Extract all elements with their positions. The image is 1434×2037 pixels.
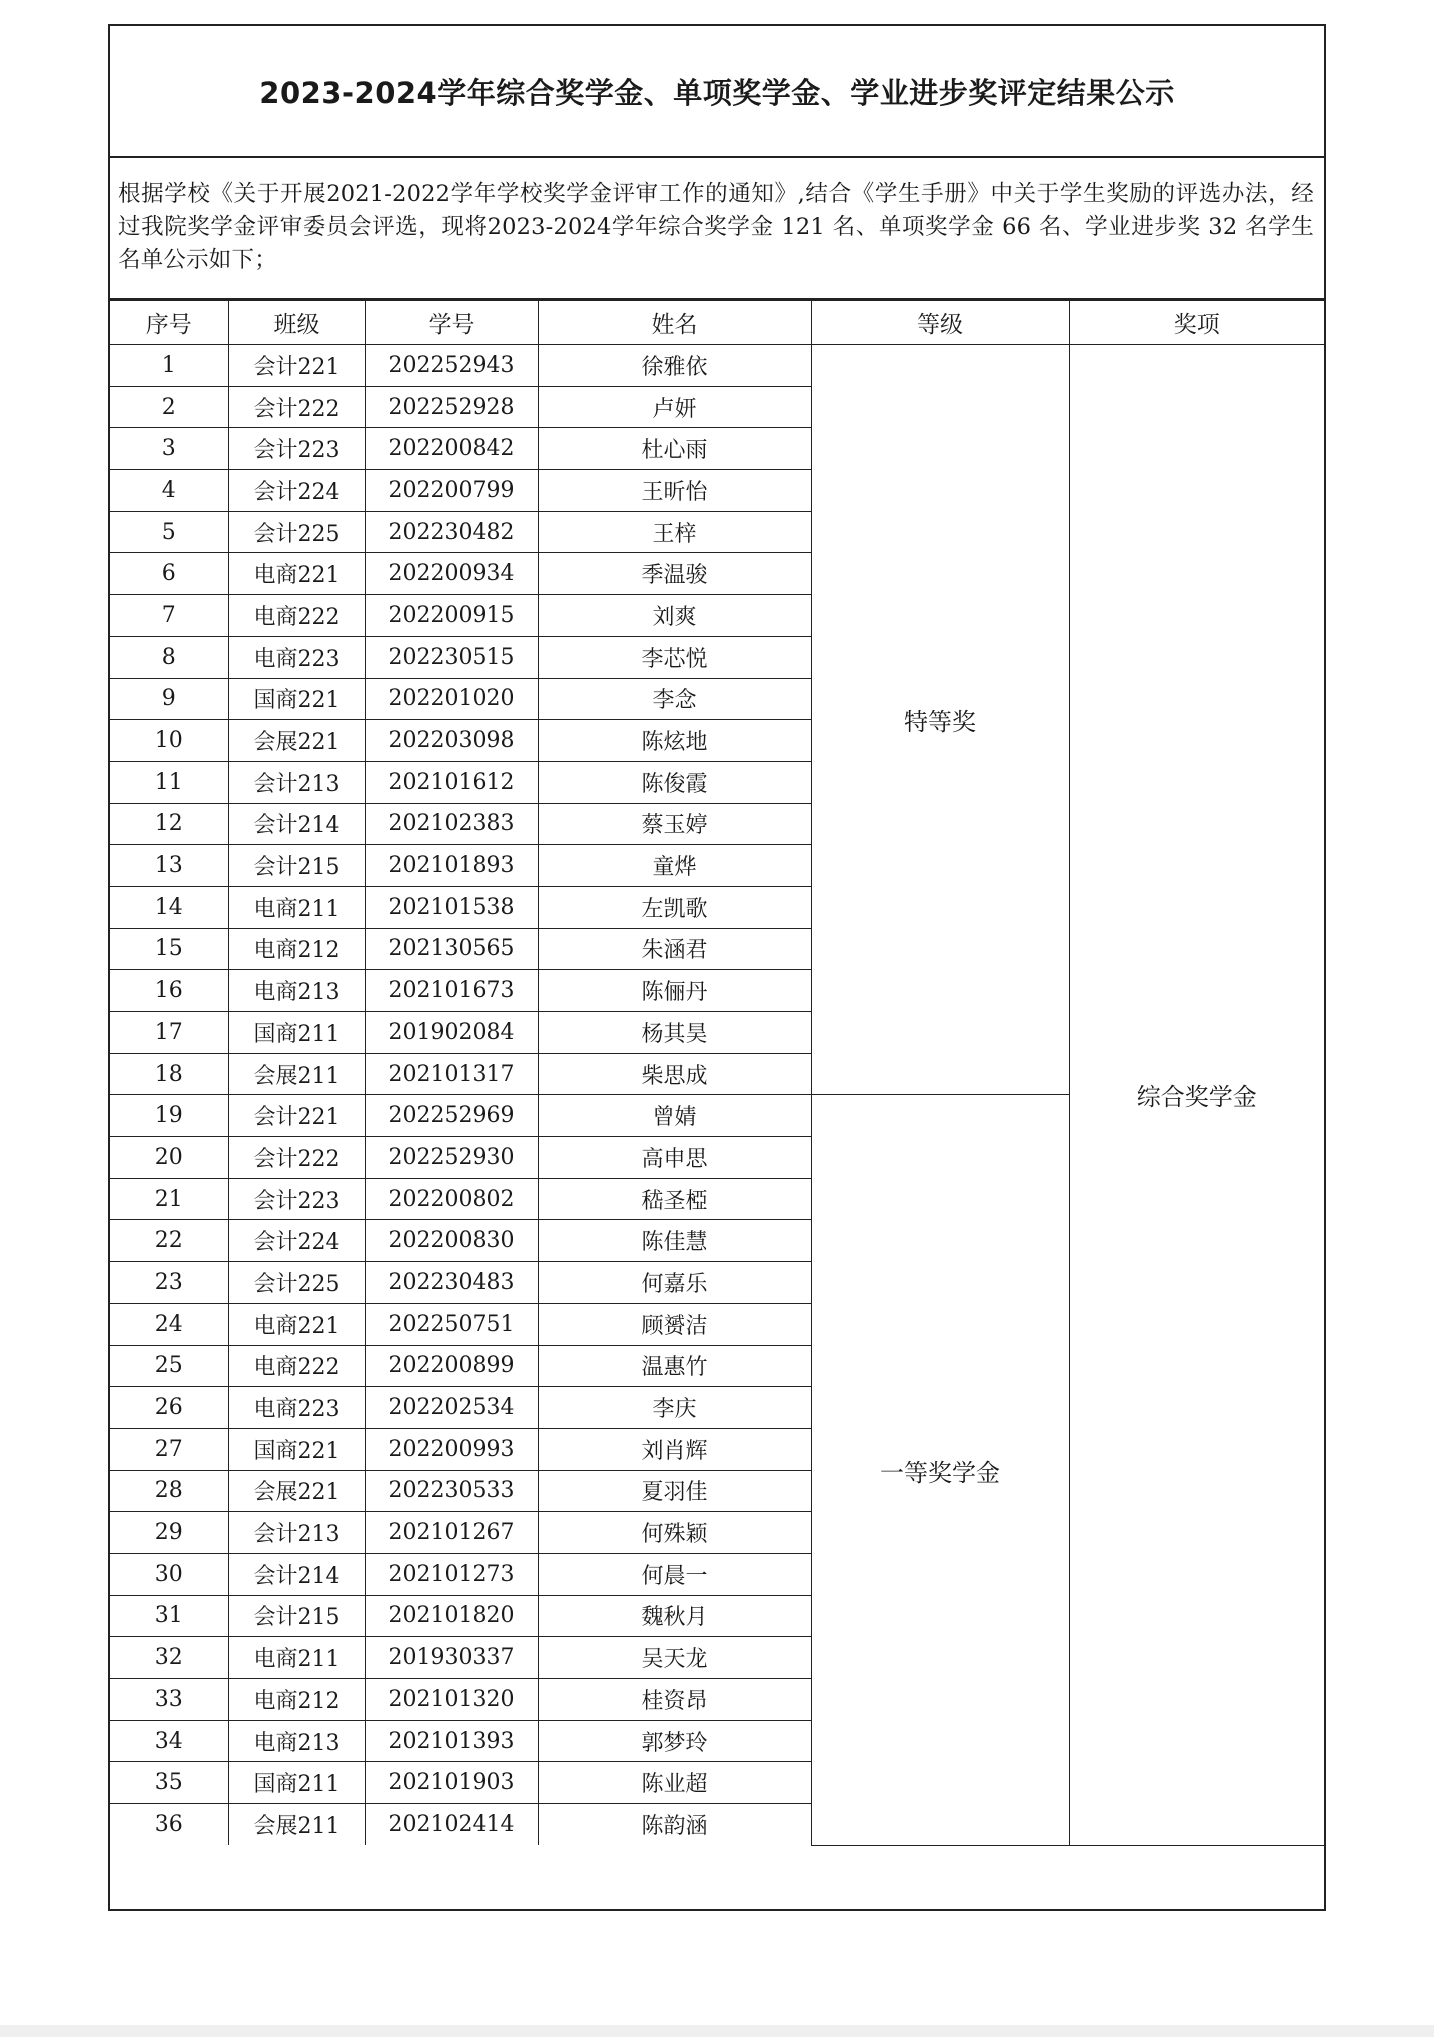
cell-class: 国商221 — [228, 678, 365, 720]
cell-student-id: 202101267 — [365, 1512, 538, 1554]
cell-student-id: 202101820 — [365, 1595, 538, 1637]
cell-student-id: 202200915 — [365, 595, 538, 637]
cell-index: 12 — [110, 803, 228, 845]
cell-student-id: 202101903 — [365, 1762, 538, 1804]
cell-student-id: 202200899 — [365, 1345, 538, 1387]
cell-class: 国商211 — [228, 1012, 365, 1054]
cell-student-id: 202200993 — [365, 1428, 538, 1470]
notice-sheet — [108, 24, 1326, 1911]
cell-index: 11 — [110, 761, 228, 803]
cell-index: 27 — [110, 1428, 228, 1470]
cell-name: 李念 — [538, 678, 811, 720]
cell-name: 徐雅依 — [538, 345, 811, 387]
cell-class: 电商211 — [228, 886, 365, 928]
cell-class: 会计213 — [228, 1512, 365, 1554]
cell-name: 陈韵涵 — [538, 1804, 811, 1846]
cell-index: 33 — [110, 1679, 228, 1721]
cell-student-id: 202102383 — [365, 803, 538, 845]
cell-index: 16 — [110, 970, 228, 1012]
cell-name: 陈俪丹 — [538, 970, 811, 1012]
cell-class: 会计215 — [228, 845, 365, 887]
cell-name: 杜心雨 — [538, 428, 811, 470]
cell-student-id: 202201020 — [365, 678, 538, 720]
cell-class: 会计222 — [228, 1137, 365, 1179]
cell-class: 会展221 — [228, 1470, 365, 1512]
cell-class: 会计225 — [228, 1262, 365, 1304]
cell-class: 电商212 — [228, 928, 365, 970]
cell-student-id: 201930337 — [365, 1637, 538, 1679]
cell-index: 2 — [110, 386, 228, 428]
cell-index: 22 — [110, 1220, 228, 1262]
cell-student-id: 202102414 — [365, 1804, 538, 1846]
cell-student-id: 202230515 — [365, 636, 538, 678]
cell-name: 嵇圣椏 — [538, 1178, 811, 1220]
cell-class: 会计222 — [228, 386, 365, 428]
cell-student-id: 202200830 — [365, 1220, 538, 1262]
cell-index: 6 — [110, 553, 228, 595]
cell-index: 4 — [110, 470, 228, 512]
cell-class: 会计214 — [228, 803, 365, 845]
cell-index: 3 — [110, 428, 228, 470]
cell-name: 温惠竹 — [538, 1345, 811, 1387]
cell-student-id: 202230483 — [365, 1262, 538, 1304]
cell-class: 电商211 — [228, 1637, 365, 1679]
cell-name: 陈俊霞 — [538, 761, 811, 803]
cell-index: 28 — [110, 1470, 228, 1512]
cell-student-id: 202203098 — [365, 720, 538, 762]
cell-class: 电商213 — [228, 970, 365, 1012]
cell-index: 5 — [110, 511, 228, 553]
cell-index: 21 — [110, 1178, 228, 1220]
cell-index: 18 — [110, 1053, 228, 1095]
table-row — [110, 345, 1324, 387]
cell-name: 陈炫地 — [538, 720, 811, 762]
cell-class: 会计214 — [228, 1553, 365, 1595]
cell-index: 31 — [110, 1595, 228, 1637]
intro-paragraph: 根据学校《关于开展2021-2022学年学校奖学金评审工作的通知》,结合《学生手册》中关于学生奖励的评选办法，经过我院奖学金评审委员会评选，现将2023-2024学年综合奖学金 121 名、单项奖学金 66 名、学业进步奖 32 名学生名单公示如下； — [110, 156, 1324, 300]
cell-class: 电商223 — [228, 1387, 365, 1429]
cell-index: 34 — [110, 1720, 228, 1762]
cell-student-id: 202130565 — [365, 928, 538, 970]
cell-name: 何晨一 — [538, 1553, 811, 1595]
page-bottom-strip — [0, 2025, 1434, 2037]
cell-index: 17 — [110, 1012, 228, 1054]
cell-class: 电商212 — [228, 1679, 365, 1721]
cell-class: 会计221 — [228, 1095, 365, 1137]
cell-student-id: 202202534 — [365, 1387, 538, 1429]
cell-class: 电商222 — [228, 1345, 365, 1387]
cell-student-id: 202200802 — [365, 1178, 538, 1220]
cell-index: 36 — [110, 1804, 228, 1846]
cell-class: 电商221 — [228, 553, 365, 595]
cell-name: 季温骏 — [538, 553, 811, 595]
cell-student-id: 202250751 — [365, 1303, 538, 1345]
header-level: 等级 — [811, 301, 1069, 345]
cell-index: 25 — [110, 1345, 228, 1387]
cell-index: 30 — [110, 1553, 228, 1595]
cell-name: 李芯悦 — [538, 636, 811, 678]
cell-class: 国商221 — [228, 1428, 365, 1470]
cell-name: 顾赟洁 — [538, 1303, 811, 1345]
cell-name: 卢妍 — [538, 386, 811, 428]
cell-index: 15 — [110, 928, 228, 970]
header-name: 姓名 — [538, 301, 811, 345]
header-class: 班级 — [228, 301, 365, 345]
cell-class: 会展211 — [228, 1053, 365, 1095]
cell-class: 会计215 — [228, 1595, 365, 1637]
cell-student-id: 202101893 — [365, 845, 538, 887]
cell-class: 电商223 — [228, 636, 365, 678]
cell-index: 26 — [110, 1387, 228, 1429]
cell-name: 朱涵君 — [538, 928, 811, 970]
header-index: 序号 — [110, 301, 228, 345]
cell-student-id: 202101320 — [365, 1679, 538, 1721]
cell-name: 陈业超 — [538, 1762, 811, 1804]
cell-name: 王昕怡 — [538, 470, 811, 512]
cell-index: 9 — [110, 678, 228, 720]
cell-name: 杨其昊 — [538, 1012, 811, 1054]
cell-class: 会计224 — [228, 470, 365, 512]
cell-name: 王梓 — [538, 511, 811, 553]
cell-class: 会计225 — [228, 511, 365, 553]
cell-student-id: 202200934 — [365, 553, 538, 595]
cell-name: 高申思 — [538, 1137, 811, 1179]
cell-index: 23 — [110, 1262, 228, 1304]
cell-class: 电商221 — [228, 1303, 365, 1345]
cell-student-id: 202230533 — [365, 1470, 538, 1512]
table-header-row — [110, 301, 1324, 345]
cell-name: 何嘉乐 — [538, 1262, 811, 1304]
cell-name: 何殊颖 — [538, 1512, 811, 1554]
cell-class: 会计224 — [228, 1220, 365, 1262]
cell-name: 曾婧 — [538, 1095, 811, 1137]
cell-index: 19 — [110, 1095, 228, 1137]
cell-student-id: 202101317 — [365, 1053, 538, 1095]
cell-name: 刘肖辉 — [538, 1428, 811, 1470]
cell-student-id: 202101612 — [365, 761, 538, 803]
cell-class: 电商222 — [228, 595, 365, 637]
cell-name: 左凯歌 — [538, 886, 811, 928]
cell-name: 吴天龙 — [538, 1637, 811, 1679]
cell-name: 陈佳慧 — [538, 1220, 811, 1262]
results-table — [110, 300, 1324, 1846]
cell-student-id: 202252930 — [365, 1137, 538, 1179]
cell-name: 蔡玉婷 — [538, 803, 811, 845]
cell-index: 13 — [110, 845, 228, 887]
cell-index: 35 — [110, 1762, 228, 1804]
cell-class: 会展211 — [228, 1804, 365, 1846]
cell-student-id: 202200799 — [365, 470, 538, 512]
cell-name: 郭梦玲 — [538, 1720, 811, 1762]
cell-class: 会展221 — [228, 720, 365, 762]
cell-student-id: 202101673 — [365, 970, 538, 1012]
cell-index: 29 — [110, 1512, 228, 1554]
cell-class: 电商213 — [228, 1720, 365, 1762]
cell-name: 刘爽 — [538, 595, 811, 637]
cell-index: 1 — [110, 345, 228, 387]
cell-index: 24 — [110, 1303, 228, 1345]
cell-class: 会计223 — [228, 428, 365, 470]
cell-index: 8 — [110, 636, 228, 678]
header-award: 奖项 — [1069, 301, 1324, 345]
cell-student-id: 202101273 — [365, 1553, 538, 1595]
cell-student-id: 202252943 — [365, 345, 538, 387]
cell-name: 夏羽佳 — [538, 1470, 811, 1512]
cell-student-id: 202252969 — [365, 1095, 538, 1137]
page-title: 2023-2024学年综合奖学金、单项奖学金、学业进步奖评定结果公示 — [110, 26, 1324, 158]
cell-index: 32 — [110, 1637, 228, 1679]
cell-class: 会计213 — [228, 761, 365, 803]
cell-student-id: 202200842 — [365, 428, 538, 470]
cell-class: 国商211 — [228, 1762, 365, 1804]
cell-student-id: 202252928 — [365, 386, 538, 428]
cell-index: 7 — [110, 595, 228, 637]
cell-name: 桂资昂 — [538, 1679, 811, 1721]
cell-name: 柴思成 — [538, 1053, 811, 1095]
cell-level: 特等奖 — [811, 345, 1069, 1095]
cell-award: 综合奖学金 — [1069, 345, 1324, 1846]
cell-name: 李庆 — [538, 1387, 811, 1429]
cell-class: 会计221 — [228, 345, 365, 387]
cell-level: 一等奖学金 — [811, 1095, 1069, 1845]
cell-student-id: 201902084 — [365, 1012, 538, 1054]
cell-student-id: 202101393 — [365, 1720, 538, 1762]
cell-name: 魏秋月 — [538, 1595, 811, 1637]
cell-class: 会计223 — [228, 1178, 365, 1220]
cell-index: 10 — [110, 720, 228, 762]
cell-index: 14 — [110, 886, 228, 928]
cell-index: 20 — [110, 1137, 228, 1179]
cell-student-id: 202101538 — [365, 886, 538, 928]
cell-name: 童烨 — [538, 845, 811, 887]
header-student-id: 学号 — [365, 301, 538, 345]
cell-student-id: 202230482 — [365, 511, 538, 553]
